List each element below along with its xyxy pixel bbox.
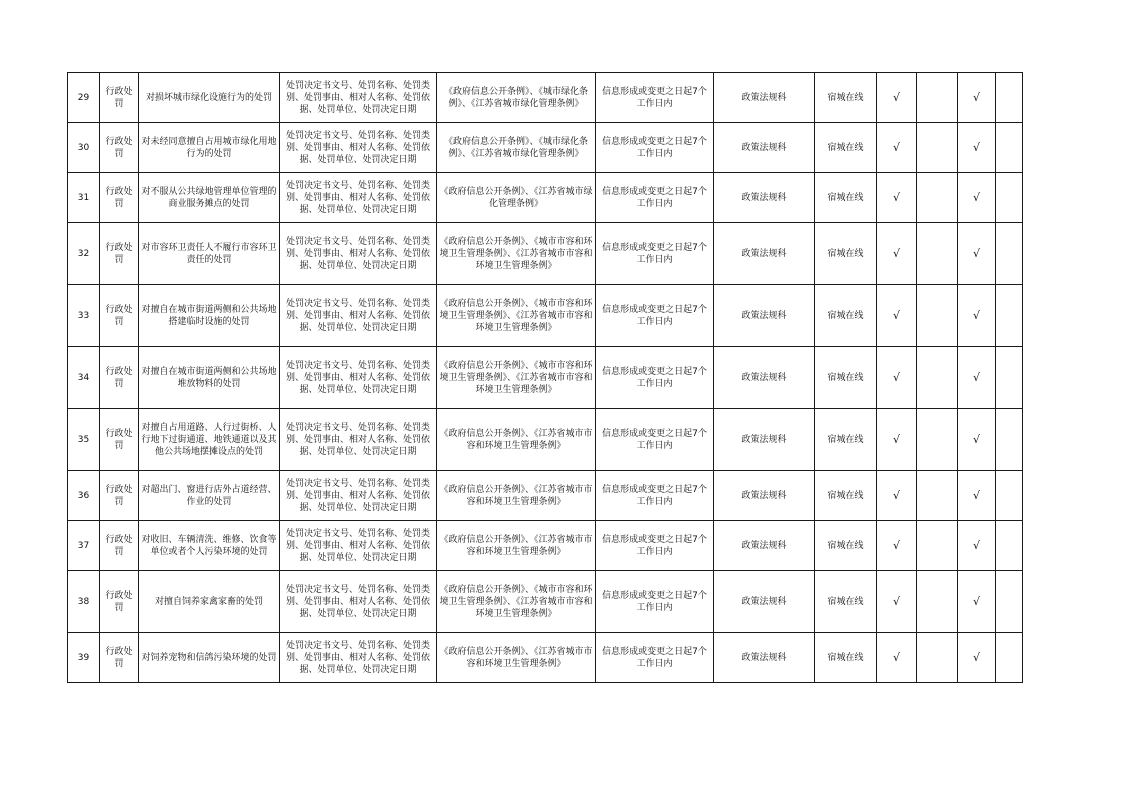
check-cell-4 <box>996 173 1023 223</box>
check-cell-1: √ <box>877 173 917 223</box>
department-cell: 政策法规科 <box>714 223 815 285</box>
department-cell: 政策法规科 <box>714 633 815 683</box>
table-row <box>68 347 1023 409</box>
check-cell-3: √ <box>958 173 996 223</box>
check-cell-4 <box>996 73 1023 123</box>
period-cell: 信息形成或变更之日起7个工作日内 <box>596 409 714 471</box>
channel-cell: 宿城在线 <box>815 123 877 173</box>
table-row <box>68 173 1023 223</box>
period-cell: 信息形成或变更之日起7个工作日内 <box>596 633 714 683</box>
category-cell: 行政处罚 <box>100 521 139 571</box>
category-cell: 行政处罚 <box>100 285 139 347</box>
check-cell-2 <box>917 285 958 347</box>
check-cell-2 <box>917 571 958 633</box>
basis-cell: 《政府信息公开条例》、《城市绿化条例》、《江苏省城市绿化管理条例》 <box>437 73 596 123</box>
row-number: 33 <box>68 285 100 347</box>
table-row <box>68 285 1023 347</box>
row-number: 37 <box>68 521 100 571</box>
check-cell-3: √ <box>958 223 996 285</box>
check-cell-2 <box>917 521 958 571</box>
check-cell-2 <box>917 471 958 521</box>
check-cell-4 <box>996 521 1023 571</box>
table-row <box>68 409 1023 471</box>
content-cell: 处罚决定书文号、处罚名称、处罚类别、处罚事由、相对人名称、处罚依据、处罚单位、处罚决定日期 <box>280 633 437 683</box>
item-cell: 对收旧、车辆清洗、维修、饮食等单位或者个人污染环境的处罚 <box>139 521 280 571</box>
period-cell: 信息形成或变更之日起7个工作日内 <box>596 223 714 285</box>
item-cell: 对市容环卫责任人不履行市容环卫责任的处罚 <box>139 223 280 285</box>
department-cell: 政策法规科 <box>714 521 815 571</box>
channel-cell: 宿城在线 <box>815 633 877 683</box>
category-cell: 行政处罚 <box>100 409 139 471</box>
channel-cell: 宿城在线 <box>815 521 877 571</box>
department-cell: 政策法规科 <box>714 173 815 223</box>
basis-cell: 《政府信息公开条例》、《城市绿化条例》、《江苏省城市绿化管理条例》 <box>437 123 596 173</box>
category-cell: 行政处罚 <box>100 123 139 173</box>
check-cell-2 <box>917 633 958 683</box>
channel-cell: 宿城在线 <box>815 73 877 123</box>
category-cell: 行政处罚 <box>100 347 139 409</box>
check-cell-2 <box>917 73 958 123</box>
category-cell: 行政处罚 <box>100 173 139 223</box>
check-cell-1: √ <box>877 409 917 471</box>
check-cell-2 <box>917 409 958 471</box>
check-cell-1: √ <box>877 347 917 409</box>
check-cell-4 <box>996 409 1023 471</box>
category-cell: 行政处罚 <box>100 73 139 123</box>
row-number: 30 <box>68 123 100 173</box>
basis-cell: 《政府信息公开条例》、《城市市容和环境卫生管理条例》、《江苏省城市市容和环境卫生管理条例》 <box>437 347 596 409</box>
content-cell: 处罚决定书文号、处罚名称、处罚类别、处罚事由、相对人名称、处罚依据、处罚单位、处罚决定日期 <box>280 123 437 173</box>
row-number: 29 <box>68 73 100 123</box>
content-cell: 处罚决定书文号、处罚名称、处罚类别、处罚事由、相对人名称、处罚依据、处罚单位、处罚决定日期 <box>280 73 437 123</box>
check-cell-3: √ <box>958 285 996 347</box>
check-cell-1: √ <box>877 521 917 571</box>
item-cell: 对擅自饲养家禽家畜的处罚 <box>139 571 280 633</box>
check-cell-3: √ <box>958 409 996 471</box>
channel-cell: 宿城在线 <box>815 173 877 223</box>
table-row <box>68 633 1023 683</box>
department-cell: 政策法规科 <box>714 73 815 123</box>
department-cell: 政策法规科 <box>714 285 815 347</box>
basis-cell: 《政府信息公开条例》、《江苏省城市市容和环境卫生管理条例》 <box>437 633 596 683</box>
item-cell: 对擅自在城市街道两侧和公共场地堆放物料的处罚 <box>139 347 280 409</box>
table-row <box>68 73 1023 123</box>
period-cell: 信息形成或变更之日起7个工作日内 <box>596 173 714 223</box>
channel-cell: 宿城在线 <box>815 223 877 285</box>
department-cell: 政策法规科 <box>714 571 815 633</box>
row-number: 39 <box>68 633 100 683</box>
period-cell: 信息形成或变更之日起7个工作日内 <box>596 73 714 123</box>
check-cell-3: √ <box>958 471 996 521</box>
check-cell-4 <box>996 471 1023 521</box>
content-cell: 处罚决定书文号、处罚名称、处罚类别、处罚事由、相对人名称、处罚依据、处罚单位、处罚决定日期 <box>280 571 437 633</box>
content-cell: 处罚决定书文号、处罚名称、处罚类别、处罚事由、相对人名称、处罚依据、处罚单位、处罚决定日期 <box>280 471 437 521</box>
item-cell: 对损坏城市绿化设施行为的处罚 <box>139 73 280 123</box>
check-cell-4 <box>996 285 1023 347</box>
check-cell-2 <box>917 347 958 409</box>
check-cell-4 <box>996 223 1023 285</box>
period-cell: 信息形成或变更之日起7个工作日内 <box>596 471 714 521</box>
channel-cell: 宿城在线 <box>815 285 877 347</box>
content-cell: 处罚决定书文号、处罚名称、处罚类别、处罚事由、相对人名称、处罚依据、处罚单位、处罚决定日期 <box>280 409 437 471</box>
row-number: 32 <box>68 223 100 285</box>
check-cell-4 <box>996 633 1023 683</box>
channel-cell: 宿城在线 <box>815 409 877 471</box>
period-cell: 信息形成或变更之日起7个工作日内 <box>596 123 714 173</box>
check-cell-3: √ <box>958 347 996 409</box>
check-cell-3: √ <box>958 521 996 571</box>
check-cell-2 <box>917 173 958 223</box>
period-cell: 信息形成或变更之日起7个工作日内 <box>596 347 714 409</box>
check-cell-1: √ <box>877 471 917 521</box>
content-cell: 处罚决定书文号、处罚名称、处罚类别、处罚事由、相对人名称、处罚依据、处罚单位、处罚决定日期 <box>280 173 437 223</box>
row-number: 31 <box>68 173 100 223</box>
period-cell: 信息形成或变更之日起7个工作日内 <box>596 571 714 633</box>
row-number: 38 <box>68 571 100 633</box>
basis-cell: 《政府信息公开条例》、《江苏省城市市容和环境卫生管理条例》 <box>437 409 596 471</box>
item-cell: 对饲养宠物和信鸽污染环境的处罚 <box>139 633 280 683</box>
table-row <box>68 521 1023 571</box>
check-cell-1: √ <box>877 633 917 683</box>
check-cell-1: √ <box>877 123 917 173</box>
department-cell: 政策法规科 <box>714 123 815 173</box>
item-cell: 对未经同意擅自占用城市绿化用地行为的处罚 <box>139 123 280 173</box>
check-cell-3: √ <box>958 123 996 173</box>
table-row <box>68 571 1023 633</box>
check-cell-4 <box>996 123 1023 173</box>
check-cell-1: √ <box>877 223 917 285</box>
channel-cell: 宿城在线 <box>815 471 877 521</box>
department-cell: 政策法规科 <box>714 409 815 471</box>
period-cell: 信息形成或变更之日起7个工作日内 <box>596 521 714 571</box>
category-cell: 行政处罚 <box>100 571 139 633</box>
disclosure-table <box>67 72 1023 683</box>
table-row <box>68 123 1023 173</box>
check-cell-3: √ <box>958 73 996 123</box>
period-cell: 信息形成或变更之日起7个工作日内 <box>596 285 714 347</box>
department-cell: 政策法规科 <box>714 471 815 521</box>
content-cell: 处罚决定书文号、处罚名称、处罚类别、处罚事由、相对人名称、处罚依据、处罚单位、处罚决定日期 <box>280 521 437 571</box>
channel-cell: 宿城在线 <box>815 571 877 633</box>
check-cell-3: √ <box>958 571 996 633</box>
category-cell: 行政处罚 <box>100 223 139 285</box>
item-cell: 对不服从公共绿地管理单位管理的商业服务摊点的处罚 <box>139 173 280 223</box>
check-cell-1: √ <box>877 571 917 633</box>
basis-cell: 《政府信息公开条例》、《城市市容和环境卫生管理条例》、《江苏省城市市容和环境卫生管理条例》 <box>437 223 596 285</box>
check-cell-3: √ <box>958 633 996 683</box>
row-number: 34 <box>68 347 100 409</box>
item-cell: 对擅自在城市街道两侧和公共场地搭建临时设施的处罚 <box>139 285 280 347</box>
basis-cell: 《政府信息公开条例》、《江苏省城市市容和环境卫生管理条例》 <box>437 521 596 571</box>
check-cell-2 <box>917 123 958 173</box>
category-cell: 行政处罚 <box>100 633 139 683</box>
check-cell-4 <box>996 347 1023 409</box>
item-cell: 对擅自占用道路、人行过街桥、人行地下过街通道、地铁通道以及其他公共场地摆摊设点的处罚 <box>139 409 280 471</box>
check-cell-1: √ <box>877 73 917 123</box>
item-cell: 对超出门、窗进行店外占道经营、作业的处罚 <box>139 471 280 521</box>
content-cell: 处罚决定书文号、处罚名称、处罚类别、处罚事由、相对人名称、处罚依据、处罚单位、处罚决定日期 <box>280 347 437 409</box>
basis-cell: 《政府信息公开条例》、《城市市容和环境卫生管理条例》、《江苏省城市市容和环境卫生管理条例》 <box>437 571 596 633</box>
content-cell: 处罚决定书文号、处罚名称、处罚类别、处罚事由、相对人名称、处罚依据、处罚单位、处罚决定日期 <box>280 285 437 347</box>
basis-cell: 《政府信息公开条例》、《江苏省城市市容和环境卫生管理条例》 <box>437 471 596 521</box>
basis-cell: 《政府信息公开条例》、《江苏省城市绿化管理条例》 <box>437 173 596 223</box>
check-cell-1: √ <box>877 285 917 347</box>
department-cell: 政策法规科 <box>714 347 815 409</box>
table-row <box>68 223 1023 285</box>
check-cell-4 <box>996 571 1023 633</box>
check-cell-2 <box>917 223 958 285</box>
channel-cell: 宿城在线 <box>815 347 877 409</box>
table-row <box>68 471 1023 521</box>
category-cell: 行政处罚 <box>100 471 139 521</box>
basis-cell: 《政府信息公开条例》、《城市市容和环境卫生管理条例》、《江苏省城市市容和环境卫生管理条例》 <box>437 285 596 347</box>
row-number: 35 <box>68 409 100 471</box>
row-number: 36 <box>68 471 100 521</box>
content-cell: 处罚决定书文号、处罚名称、处罚类别、处罚事由、相对人名称、处罚依据、处罚单位、处罚决定日期 <box>280 223 437 285</box>
